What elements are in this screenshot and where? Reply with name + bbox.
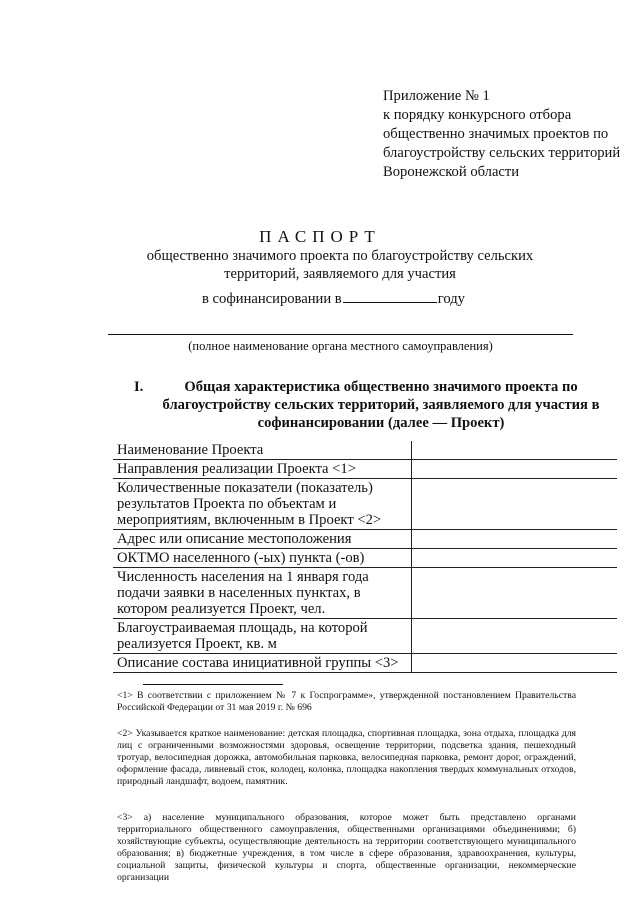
table-row: [113, 441, 617, 460]
row-value[interactable]: [412, 549, 618, 568]
row-value[interactable]: [412, 460, 618, 479]
section-number: I.: [134, 379, 144, 395]
table-row: [113, 619, 617, 654]
cofinancing-suffix: году: [437, 291, 465, 307]
table-row: [113, 530, 617, 549]
table-row: [113, 654, 617, 673]
subtitle-line: общественно значимого проекта по благоустройству сельских: [146, 248, 534, 264]
table-row: [113, 568, 617, 619]
row-label: Описание состава инициативной группы <3>: [113, 654, 412, 673]
row-label: Благоустраиваемая площадь, на которой реализуется Проект, кв. м: [113, 619, 412, 654]
appendix-line: к порядку конкурсного отбора: [383, 107, 572, 123]
subtitle-line: территорий, заявляемого для участия: [224, 266, 456, 282]
passport-subtitle: [120, 247, 560, 283]
table-row: [113, 460, 617, 479]
row-label: Направления реализации Проекта <1>: [113, 460, 412, 479]
project-characteristics-table: [113, 441, 617, 673]
row-label: Численность населения на 1 января года подачи заявки в населенных пунктах, в котором реализуется Проект, чел.: [113, 568, 412, 619]
cofinancing-prefix: в софинансировании в: [202, 291, 342, 307]
appendix-line: общественно значимых проектов по: [383, 126, 609, 142]
row-value[interactable]: [412, 441, 618, 460]
appendix-line: Воронежской области: [383, 164, 520, 180]
appendix-header: [383, 87, 633, 182]
section-heading: [134, 378, 604, 432]
footnote-1: <1> В соответствии с приложением № 7 к Госпрограмме», утвержденной постановлением Правительства Российской Федерации от 31 мая 2019 г. № 696: [117, 690, 576, 713]
row-label: Адрес или описание местоположения: [113, 530, 412, 549]
row-value[interactable]: [412, 654, 618, 673]
organization-caption: (полное наименование органа местного самоуправления): [188, 339, 493, 353]
year-blank[interactable]: [343, 290, 437, 303]
row-label: ОКТМО населенного (-ых) пункта (-ов): [113, 549, 412, 568]
appendix-line: благоустройству сельских территорий: [383, 145, 621, 161]
row-value[interactable]: [412, 568, 618, 619]
row-label: Количественные показатели (показатель) результатов Проекта по объектам и мероприятиям, включенным в Проект <2>: [113, 479, 412, 530]
table-row: [113, 549, 617, 568]
row-value[interactable]: [412, 479, 618, 530]
footnote-2: <2> Указывается краткое наименование: детская площадка, спортивная площадка, зона отдыха, площадка для лиц с ограниченными возможностями здоровья, освещение территории, подсветка здания, пешеходный тротуар, велосипедная дорожка, автомобильная парковка, велосипедная парковка, ремонт дорог, ограждений, оформление фасада, ливневый сток, колодец, колонка, площадка накопления твердых коммунальных отходов, природный ландшафт, водоем, памятник.: [117, 728, 576, 787]
appendix-line: Приложение № 1: [383, 88, 490, 104]
organization-name-line[interactable]: [108, 334, 573, 335]
row-value[interactable]: [412, 530, 618, 549]
cofinancing-line: [202, 290, 465, 308]
row-value[interactable]: [412, 619, 618, 654]
footnote-separator: [143, 684, 283, 685]
passport-title: ПАСПОРТ: [259, 227, 381, 246]
table-row: [113, 479, 617, 530]
section-title: Общая характеристика общественно значимого проекта по благоустройству сельских территорий, заявляемого для участия в софинансировании (далее — Проект): [162, 379, 600, 431]
footnote-3: <3> а) население муниципального образования, которое может быть представлено органами территориального общественного самоуправления, общественными организациями объединениями; б) хозяйствующие субъекты, осуществляющие деятельность на территории соответствующего муниципального образования; в) бюджетные учреждения, в том числе в сфере образования, здравоохранения, культуры, социальной защиты, физической культуры и спорта, общественные организации, некоммерческие организации: [117, 812, 576, 883]
row-label: Наименование Проекта: [113, 441, 412, 460]
